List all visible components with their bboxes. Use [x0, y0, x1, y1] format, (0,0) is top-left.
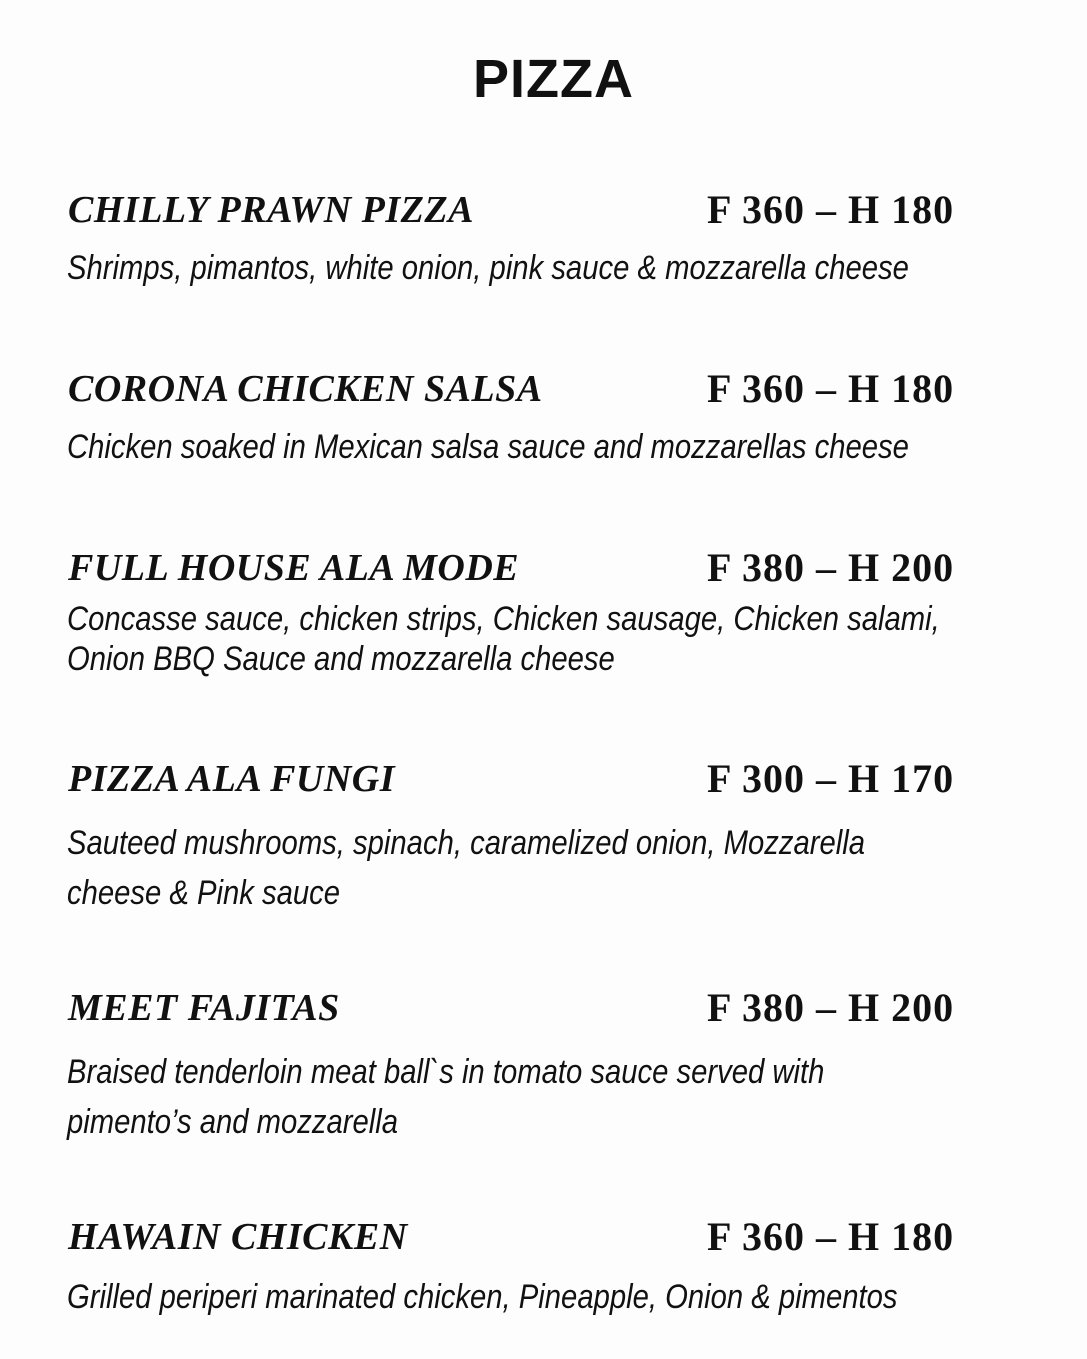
menu-item-description-line: Sauteed mushrooms, spinach, caramelized onion, Mozzarella: [67, 824, 866, 862]
menu-item-price: F 360 – H 180: [707, 187, 955, 232]
menu-item-name: FULL HOUSE ALA MODE: [68, 547, 520, 589]
menu-item-description: [67, 427, 918, 467]
menu-item-name: MEET FAJITAS: [68, 987, 340, 1029]
menu-item-description-line: pimento’s and mozzarella: [67, 1103, 399, 1141]
menu-item-name: CHILLY PRAWN PIZZA: [68, 189, 474, 231]
menu-item-price: F 380 – H 200: [707, 545, 955, 590]
menu-item-description-line: Concasse sauce, chicken strips, Chicken sausage, Chicken salami,: [67, 600, 940, 638]
menu-item-price: F 360 – H 180: [707, 1214, 955, 1259]
menu-item-price: F 360 – H 180: [707, 366, 955, 411]
menu-item-name: PIZZA ALA FUNGI: [68, 758, 396, 800]
menu-item-description-line: Shrimps, pimantos, white onion, pink sauce & mozzarella cheese: [67, 249, 909, 287]
menu-item-description: [67, 818, 918, 918]
menu-item-name: HAWAIN CHICKEN: [68, 1216, 408, 1258]
menu-item-name: CORONA CHICKEN SALSA: [68, 368, 543, 410]
menu-item-description-line: cheese & Pink sauce: [67, 874, 341, 912]
menu-item-description: [67, 248, 918, 288]
menu-item-description-line: Onion BBQ Sauce and mozzarella cheese: [67, 640, 615, 678]
page-title: PIZZA: [473, 49, 634, 109]
menu-item-price: F 300 – H 170: [707, 756, 955, 801]
menu-item-description: [67, 1047, 918, 1147]
menu-item-description: [67, 599, 940, 679]
menu-item-description-line: Chicken soaked in Mexican salsa sauce and mozzarellas cheese: [67, 428, 909, 466]
menu-item-price: F 380 – H 200: [707, 985, 955, 1030]
menu-item-description-line: Grilled periperi marinated chicken, Pineapple, Onion & pimentos: [67, 1278, 898, 1316]
menu-item-description-line: Braised tenderloin meat ball`s in tomato sauce served with: [67, 1053, 825, 1091]
menu-item-description: [67, 1277, 918, 1317]
